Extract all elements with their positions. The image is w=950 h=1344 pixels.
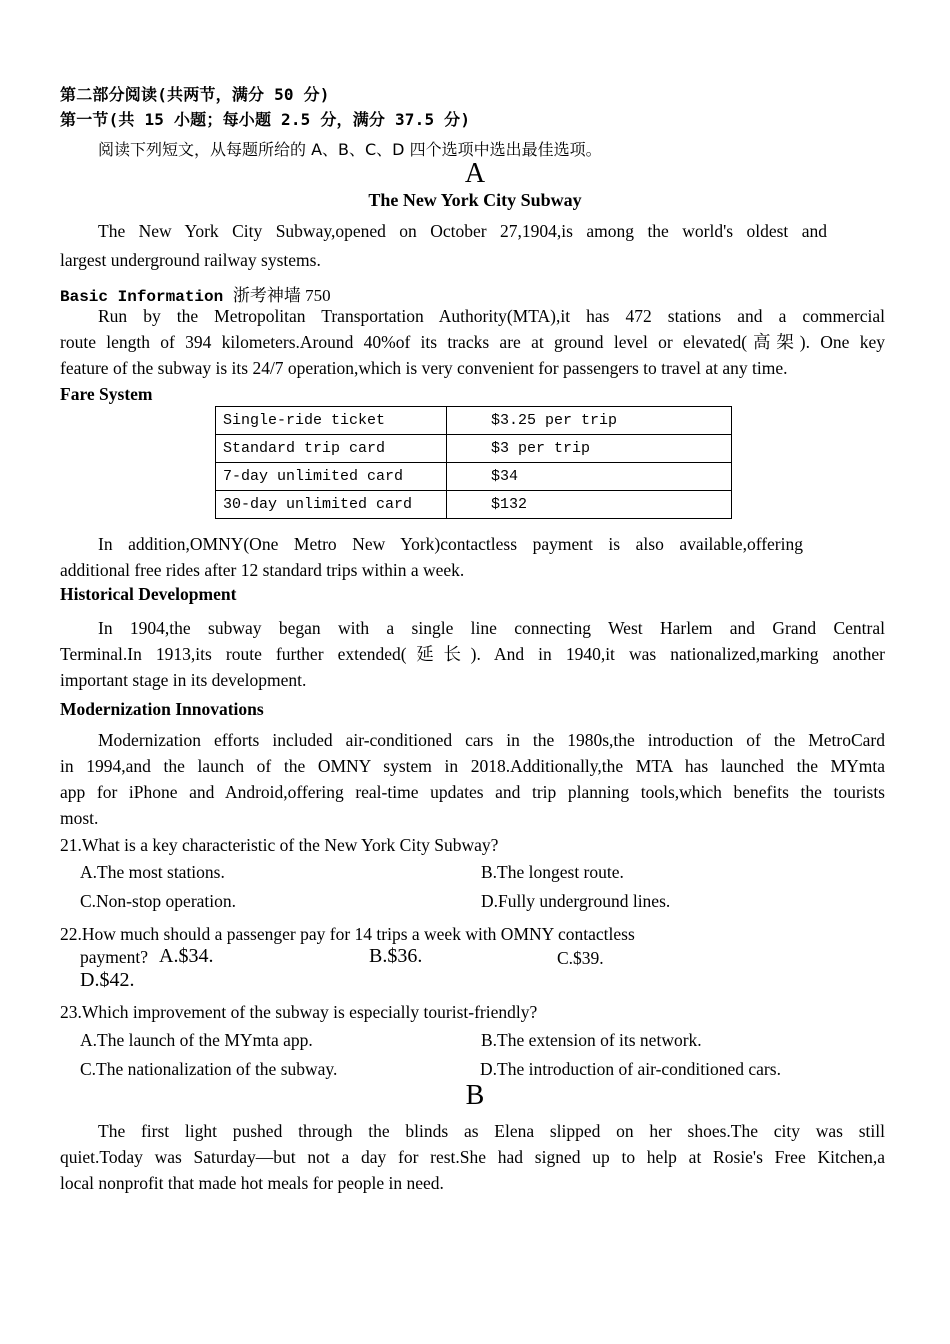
- table-row: [216, 435, 732, 463]
- basic-info-paragraph: [60, 303, 885, 381]
- intro-line: The New York City Subway,opened on October 27,1904,is among the world's oldest and: [98, 221, 827, 241]
- history-line: important stage in its development.: [60, 670, 307, 690]
- history-line: In 1904,the subway began with a single line connecting West Harlem and Grand Central: [98, 618, 885, 638]
- omny-line: In addition,OMNY(One Metro New York)contactless payment is also available,offering: [98, 534, 803, 554]
- omny-paragraph: [60, 531, 803, 583]
- question-22-stem-cont: payment?: [80, 947, 149, 967]
- basic-info-line: feature of the subway is its 24/7 operation,which is very convenient for passengers to travel at any time.: [60, 358, 788, 378]
- fare-price: $132: [447, 491, 732, 519]
- passage-b-line: local nonprofit that made hot meals for people in need.: [60, 1173, 444, 1193]
- intro-paragraph: [60, 218, 827, 273]
- history-heading: Historical Development: [60, 584, 237, 604]
- basic-info-heading-text: Basic Information: [60, 288, 224, 306]
- table-row: [216, 491, 732, 519]
- passage-b-line: The first light pushed through the blinds as Elena slipped on her shoes.The city was still: [98, 1121, 885, 1141]
- basic-info-line: route length of 394 kilometers.Around 40%of its tracks are at ground level or elevated(高架). One key: [60, 332, 885, 352]
- modern-heading: Modernization Innovations: [60, 699, 264, 719]
- question-23-option-b[interactable]: B.The extension of its network.: [481, 1030, 702, 1050]
- table-row: [216, 463, 732, 491]
- history-paragraph: [60, 615, 885, 693]
- fare-price: $3 per trip: [447, 435, 732, 463]
- section-title: 第一节(共 15 小题；每小题 2.5 分，满分 37.5 分): [60, 110, 471, 129]
- fare-item: 7-day unlimited card: [216, 463, 447, 491]
- modern-line: most.: [60, 808, 99, 828]
- question-22-option-d[interactable]: D.$42.: [80, 969, 135, 991]
- fare-price: $34: [447, 463, 732, 491]
- passage-b-line: quiet.Today was Saturday—but not a day for rest.She had signed up to help at Rosie's Free Kitchen,a: [60, 1147, 885, 1167]
- basic-info-line: Run by the Metropolitan Transportation Authority(MTA),it has 472 stations and a commercial: [98, 306, 885, 326]
- question-21-option-a[interactable]: A.The most stations.: [80, 862, 225, 882]
- question-21-stem: 21.What is a key characteristic of the New York City Subway?: [60, 835, 499, 855]
- passage-a-title: The New York City Subway: [368, 190, 582, 210]
- fare-item: Single-ride ticket: [216, 407, 447, 435]
- question-22-option-b[interactable]: B.$36.: [369, 945, 423, 967]
- fare-item: Standard trip card: [216, 435, 447, 463]
- fare-item: 30-day unlimited card: [216, 491, 447, 519]
- modern-paragraph: [60, 727, 885, 831]
- instruction: 阅读下列短文，从每题所给的 A、B、C、D 四个选项中选出最佳选项。: [98, 140, 602, 159]
- passage-a-letter: A: [464, 158, 486, 189]
- basic-info-heading-tail: 浙考神墙 750: [232, 286, 331, 305]
- question-21-option-c[interactable]: C.Non-stop operation.: [80, 891, 237, 911]
- history-line: Terminal.In 1913,its route further extended(延长). And in 1940,it was nationalized,marking another: [60, 644, 885, 664]
- question-23-option-a[interactable]: A.The launch of the MYmta app.: [80, 1030, 313, 1050]
- modern-line: Modernization efforts included air-conditioned cars in the 1980s,the introduction of the MetroCard: [98, 730, 885, 750]
- intro-line: largest underground railway systems.: [60, 250, 321, 270]
- table-row: [216, 407, 732, 435]
- question-22-stem: 22.How much should a passenger pay for 14 trips a week with OMNY contactless: [60, 924, 635, 944]
- passage-b-paragraph: [60, 1118, 885, 1196]
- fare-heading: Fare System: [60, 384, 153, 404]
- question-22-option-a[interactable]: A.$34.: [159, 945, 214, 967]
- fare-price: $3.25 per trip: [447, 407, 732, 435]
- question-21-option-b[interactable]: B.The longest route.: [481, 862, 624, 882]
- passage-b-letter: B: [465, 1080, 485, 1111]
- question-22-option-c[interactable]: C.$39.: [557, 948, 604, 968]
- question-21-option-d[interactable]: D.Fully underground lines.: [481, 891, 671, 911]
- question-23-option-c[interactable]: C.The nationalization of the subway.: [80, 1059, 338, 1079]
- omny-line: additional free rides after 12 standard trips within a week.: [60, 560, 465, 580]
- modern-line: in 1994,and the launch of the OMNY system in 2018.Additionally,the MTA has launched the MYmta: [60, 756, 885, 776]
- fare-table: [215, 406, 732, 519]
- part-title: 第二部分阅读(共两节，满分 50 分): [60, 85, 330, 104]
- question-23-stem: 23.Which improvement of the subway is especially tourist-friendly?: [60, 1002, 538, 1022]
- question-23-option-d[interactable]: D.The introduction of air-conditioned cars.: [480, 1059, 781, 1079]
- modern-line: app for iPhone and Android,offering real-time updates and trip planning tools,which benefits the tourists: [60, 782, 885, 802]
